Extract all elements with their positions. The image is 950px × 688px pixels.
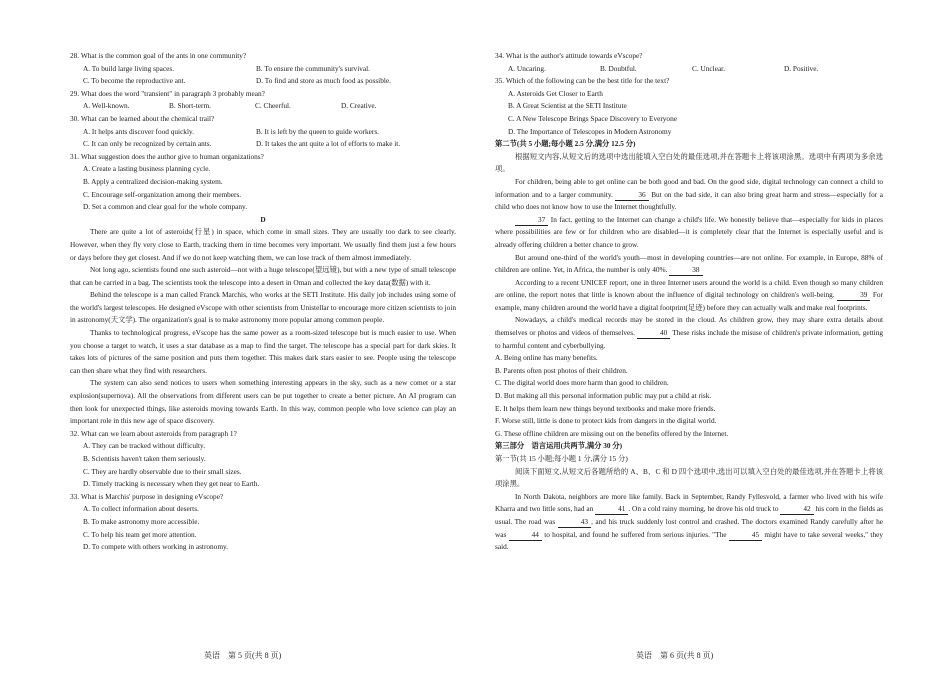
section-instruction: 根据短文内容,从短文后的选项中选出能填入空白处的最佳选项,并在答题卡上将该项涂黑。选项中有两项为多余选项。 xyxy=(495,151,883,174)
option-a: A. To collect information about deserts. xyxy=(83,504,199,514)
option-c: C. They are hardly observable due to their small sizes. xyxy=(83,466,242,476)
passage-paragraph: Thanks to technological progress, eVscope has the same power as a room-sized telescope but is much easier to use. When you choose a target to watch, it uses a star database as a map to find the target. The telescope has a special part for dark skies. It takes lots of pictures of the same position and puts them together. This makes dark stars easier to see. People using the telescope can then share what they find with researchers. xyxy=(70,328,456,375)
option-d: D. It takes the ant quite a lot of efforts to make it. xyxy=(256,139,401,149)
blank-41[interactable]: 41 xyxy=(595,504,628,515)
question-stem: 28. What is the common goal of the ants in one community? xyxy=(70,51,247,60)
question-stem: 32. What can we learn about asteroids from paragraph 1? xyxy=(70,428,237,438)
option-d: D. But making all this personal information public may put a child at risk. xyxy=(495,391,712,401)
question-32 xyxy=(70,428,456,491)
blank-43[interactable]: 43 xyxy=(558,517,591,528)
passage-paragraph: For children, being able to get online can be both good and bad. On the good side, digital technology can connect a child to information and to a larger community. 36 But on the bad side, it can also bring great harm and stress—especially for a child who does not know how to use the Internet thoughtfully. xyxy=(495,176,883,212)
page-footer: 英语 第 5 页(共 8 页) xyxy=(204,651,282,660)
right-page xyxy=(495,50,883,650)
option-b: B. To make astronomy more accessible. xyxy=(83,516,200,526)
passage-paragraph: 37 In fact, getting to the Internet can change a child's life. We honestly believe that—especially for kids in places where possibilities are few or for children who are disabled—it is completely clear that the Internet is especially useful and is already offering children a better chance to grow. xyxy=(495,214,883,249)
question-33 xyxy=(70,491,456,554)
section-2 xyxy=(495,138,883,440)
option-d: D. To find and store as much food as possible. xyxy=(256,76,391,86)
question-30 xyxy=(70,113,456,151)
question-stem: 34. What is the author's attitude towards eVscope? xyxy=(495,51,643,60)
passage-paragraph: In North Dakota, neighbors are more like family. Back in September, Randy Fyllesvold, a farmer who lived with his wife Kharra and two little sons, had an 41 . On a cold rainy morning, he drove his old truck to 42 his corn in the fields as usual. The road was 43 , and his truck suddenly lost control and crashed. The doctors examined Randy carefully after he was 44 to hospital, and found he suffered from serious injuries. "The 45 might have to take several weeks," they said. xyxy=(495,491,883,552)
passage-paragraph: Not long ago, scientists found one such asteroid—not with a huge telescope(望远镜), but with a new type of small telescope that can be carried in a bag. The scientists took the telescope into a desert in Oman and collected the key data(数据) with it. xyxy=(70,265,456,287)
question-stem: 35. Which of the following can be the best title for the text? xyxy=(495,76,670,86)
option-e: E. It helps them learn new things beyond textbooks and make more friends. xyxy=(495,403,716,413)
passage-paragraph: According to a recent UNICEF report, one in three Internet users around the world is a child. Even though so many children are online, the report notes that little is known about the influence of digital technology on children's well-being. 39 For example, many children around the world have a digital footprint(足迹) before they can actually walk and make real footprints. xyxy=(495,277,883,312)
section-instruction: 阅读下面短文,从短文后各题所给的 A、B、C 和 D 四个选项中,选出可以填入空白处的最佳选项,并在答题卡上将该项涂黑。 xyxy=(495,466,883,489)
passage-paragraph: Nowadays, a child's medical records may be stored in the cloud. As children grow, they may share extra details about themselves or photos and videos of themselves. 40 These risks include the misuse of children's private information, getting to harmful content and cyberbullying. xyxy=(495,315,883,350)
option-b: B. To ensure the community's survival. xyxy=(256,63,370,73)
option-b: B. Short-term. xyxy=(169,101,211,111)
option-d: D. Positive. xyxy=(784,63,819,73)
option-d: D. Set a common and clear goal for the whole company. xyxy=(83,202,248,212)
option-c: C. Unclear. xyxy=(692,63,726,73)
option-b: B. A Great Scientist at the SETI Institute xyxy=(508,101,627,111)
passage-paragraph: But around one-third of the world's youth—most in developing countries—are not online. For example, in Europe, 88% of children are online. Yet, in Africa, the number is only 40%. 38 xyxy=(495,252,883,275)
option-g: G. These offline children are missing out on the benefits offered by the Internet. xyxy=(495,428,729,438)
option-b: B. Apply a centralized decision-making system. xyxy=(83,176,223,186)
option-d: D. Timely tracking is necessary when they get near to Earth. xyxy=(83,479,260,489)
option-c: C. It can only be recognized by certain ants. xyxy=(83,139,212,149)
question-stem: 30. What can be learned about the chemical trail? xyxy=(70,113,215,123)
passage-paragraph: Behind the telescope is a man called Franck Marchis, who works at the SETI Institute. His daily job includes using some of the world's largest telescopes. He designed eVscope with other scientists from Unistellar to encourage more citizen scientists to join in astronomy(天文学). The organization's goal is to make astronomy more popular among common people. xyxy=(70,290,456,325)
question-stem: 31. What suggestion does the author give to human organizations? xyxy=(70,151,264,161)
question-29 xyxy=(70,88,456,113)
option-c: C. Cheerful. xyxy=(255,101,291,111)
option-a: A. It helps ants discover food quickly. xyxy=(83,126,194,136)
passage-d xyxy=(70,214,456,428)
option-b: B. Scientists haven't taken them seriously. xyxy=(83,454,206,463)
option-c: C. The digital world does more harm than good to children. xyxy=(495,378,669,388)
part-3 xyxy=(495,440,883,553)
option-f: F. Worse still, little is done to protect kids from dangers in the digital world. xyxy=(495,416,717,426)
passage-heading: D xyxy=(260,214,266,224)
question-35 xyxy=(495,75,883,138)
subsection-heading: 第一节(共 15 小题;每小题 1 分,满分 15 分) xyxy=(495,454,628,463)
option-b: B. Parents often post photos of their children. xyxy=(495,365,628,375)
blank-38[interactable]: 38 xyxy=(669,265,702,276)
section-heading: 第二节(共 5 小题;每小题 2.5 分,满分 12.5 分) xyxy=(495,139,636,149)
question-31 xyxy=(70,151,456,214)
option-b: B. Doubtful. xyxy=(600,63,637,73)
passage-paragraph: There are quite a lot of asteroids(行星) in space, which come in small sizes. They are usually too dark to see clearly. However, when they fly very close to Earth, tracking them in time becomes very important. We usually find them just a few hours or days before they get closest. And if we do not keep watching them, we can lose track of them almost immediately. xyxy=(70,227,456,262)
option-d: D. Creative. xyxy=(341,101,377,111)
option-c: C. To help his team get more attention. xyxy=(83,529,197,539)
option-a: A. To build large living spaces. xyxy=(83,63,175,73)
question-28 xyxy=(70,50,456,88)
question-34 xyxy=(495,50,883,75)
option-a: A. Well-known. xyxy=(83,101,130,111)
option-a: A. Being online has many benefits. xyxy=(495,353,598,363)
blank-45[interactable]: 45 xyxy=(729,530,762,541)
option-c: C. A New Telescope Brings Space Discovery to Everyone xyxy=(508,113,677,123)
blank-39[interactable]: 39 xyxy=(837,290,870,301)
left-page xyxy=(70,50,456,650)
option-c: C. To become the reproductive ant. xyxy=(83,76,186,86)
option-a: A. Uncaring. xyxy=(508,63,546,73)
option-d: D. To compete with others working in astronomy. xyxy=(83,542,229,552)
option-b: B. It is left by the queen to guide workers. xyxy=(256,126,380,136)
option-a: A. They can be tracked without difficulty. xyxy=(83,441,206,451)
option-d: D. The Importance of Telescopes in Modern Astronomy xyxy=(508,126,672,136)
question-stem: 33. What is Marchis' purpose in designing eVscope? xyxy=(70,491,224,501)
blank-44[interactable]: 44 xyxy=(509,530,542,541)
blank-40[interactable]: 40 xyxy=(637,328,670,339)
passage-paragraph: The system can also send notices to users when something interesting appears in the sky, such as a new comet or a star explosion(supernova). All the observations from different users can be put together to create a better picture. An AI program can then look for unexpected things, like asteroids moving towards Earth. In this way, common people who love science can play an important role in this new age of space discovery. xyxy=(70,378,456,426)
option-c: C. Encourage self-organization among their members. xyxy=(83,189,242,199)
part-heading: 第三部分 语言运用(共两节,满分 30 分) xyxy=(495,441,623,451)
blank-42[interactable]: 42 xyxy=(780,504,813,515)
blank-37[interactable]: 37 xyxy=(515,215,548,226)
blank-36[interactable]: 36 xyxy=(615,190,648,201)
option-a: A. Asteroids Get Closer to Earth xyxy=(508,88,603,98)
option-a: A. Create a lasting business planning cycle. xyxy=(83,164,211,174)
question-stem: 29. What does the word "transient" in paragraph 3 probably mean? xyxy=(70,88,265,98)
page-footer: 英语 第 6 页(共 8 页) xyxy=(636,651,714,660)
